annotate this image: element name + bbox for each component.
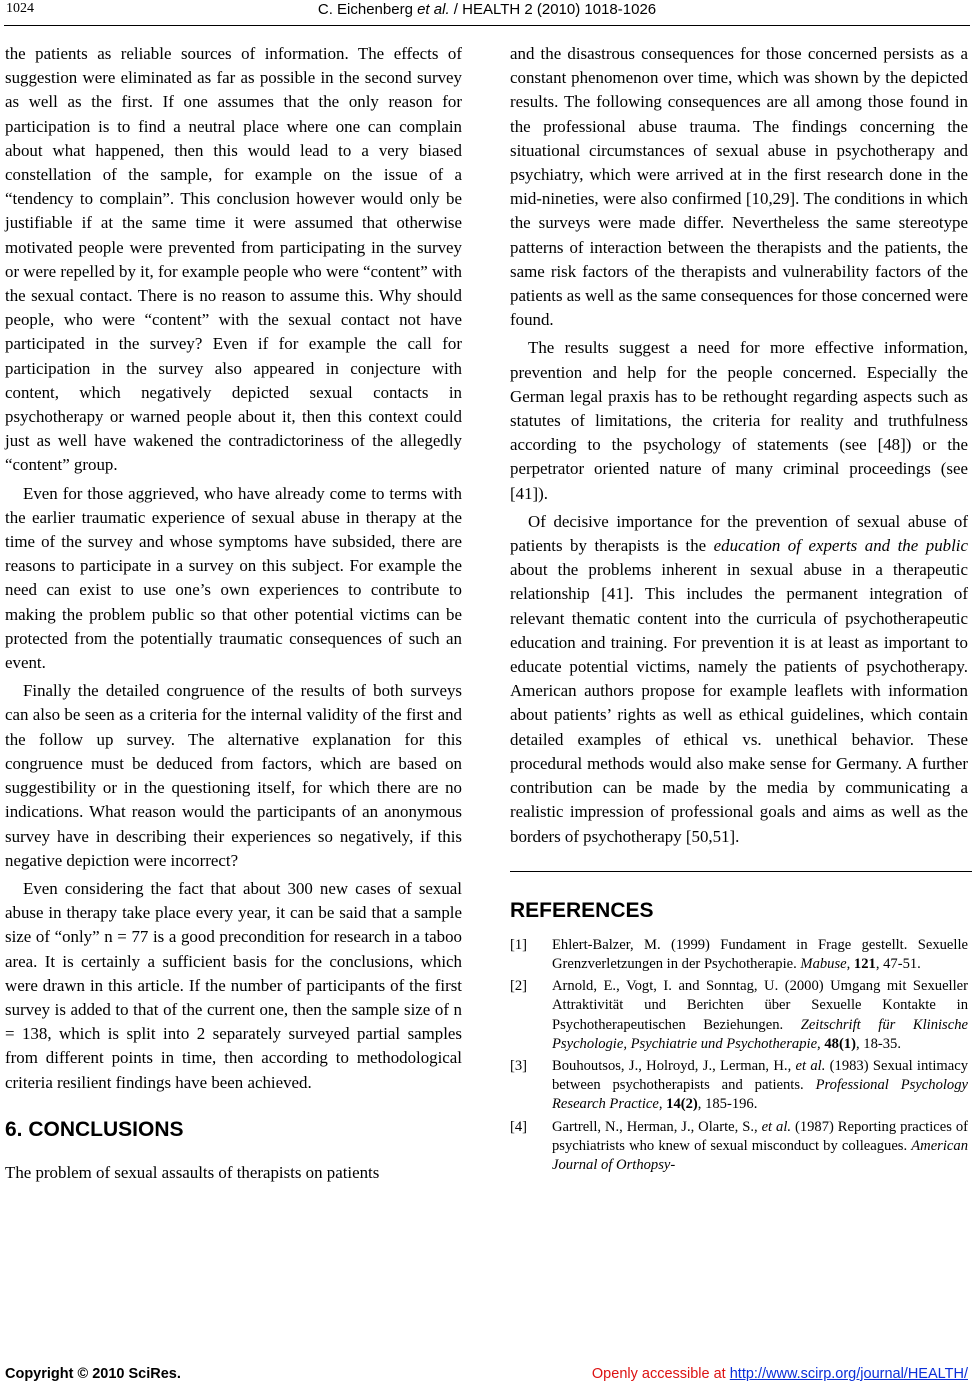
reference-pages: , 18-35. [855,1035,901,1052]
reference-volume: 14(2) [666,1096,698,1113]
reference-text [552,977,968,1054]
paragraph: the patients as reliable sources of information. The effects of suggestion were eliminated as far as possible in the second survey as well as the first. If one assumes that the only reason for participation is to find a neutral place where one can complain about what happened, then this would lead to a very biased constellation of the sample, for example on the issue of a “tendency to complain”. This conclusion however would only be justifiable if at the same time it were assumed that otherwise motivated people were prevented from participating in the survey or were repelled by it, for example people who were “content” with the sexual contact. There is no reason to assume this. Why should people, who were “content” with the sexual contact not have participated in the survey? Even if for example the call for participation in the survey also appeared in conjecture with content, which negatively depicted sexual contacts in psychotherapy or warned people about it, then this context could just as well have wakened the contradictoriness of the allegedly “content” group. [5,44,462,475]
reference-etal: et al. [761,1118,792,1135]
running-head-journal: / HEALTH 2 (2010) 1018-1026 [449,1,657,18]
header-rule [4,25,970,26]
reference-item [510,1118,968,1176]
reference-item [510,936,968,974]
reference-sep: , [846,955,854,972]
reference-journal: Zeitschrift für Klinische Psychologie, Psychiatrie und Psychotherapie [552,1016,968,1052]
paragraph: Even considering the fact that about 300 new cases of sexual abuse in therapy take place every year, it can be said that a sample size of “only” n = 77 is a good precondition for research in a taboo area. It is certainly a sufficient basis for the conclusions, which were drawn in this article. If the number of participants of the first survey is added to that of the current one, then the sample size of n = 138, which is split into 2 separately surveyed partial samples from different points in time, then according to methodological criteria resilient findings have been achieved. [5,878,462,1092]
section-heading-conclusions: 6. CONCLUSIONS [5,1117,184,1141]
reference-authors: Gartrell, N., Herman, J., Olarte, S., [552,1118,762,1135]
reference-pages: , 185-196. [697,1096,758,1113]
reference-journal: American Journal of Orthopsy- [552,1137,968,1173]
page-number: 1024 [6,1,34,16]
reference-title: (1983) Sexual intimacy between psychotherapists and patients. [552,1057,968,1094]
reference-volume: 121 [853,955,876,972]
reference-journal: Professional Psychology Research Practice [552,1077,968,1113]
reference-number: [4] [510,1118,528,1135]
paragraph [510,510,968,849]
running-head-author: C. Eichenberg [317,1,418,18]
reference-sep: , [817,1035,825,1052]
footer-access [592,1366,968,1382]
reference-volume: 48(1) [824,1035,856,1052]
reference-title: (1987) Reporting practices of psychiatrists who knew of sexual misconduct by colleagues. [552,1118,969,1154]
paragraph: Finally the detailed congruence of the results of both surveys can also be seen as a criteria for the internal validity of the first and the follow up survey. The alternative explanation for this congruence must be deduced from factors, which are based on suggestibility or in the questioning itself, for which there are no indications. What reason would the participants of an anonymous survey have in describing their experiences so negatively, if this negative depiction were incorrect? [5,681,462,870]
reference-etal: et al. [795,1057,826,1074]
reference-authors: Ehlert-Balzer, M. (1999) Fundament in Frage gestellt. Sexuelle Grenzverletzungen in der Psychotherapie. [552,936,968,972]
footer-access-text: Openly accessible at [591,1366,730,1382]
reference-text [552,1057,968,1115]
reference-list [510,936,968,1175]
paragraph: The results suggest a need for more effective information, prevention and help for the people concerned. Especially the German legal praxis has to be rethought regarding aspects such as statutes of limitations, the criteria for reality and truthfulness according to the psychology of statements (see [48]) or the perpetrator oriented nature of many criminal proceedings (see [41]). [510,338,968,503]
reference-text [552,1118,968,1176]
paragraph-text: Of decisive importance for the prevention of sexual abuse of patients by therapists is the [510,511,968,556]
reference-text [552,936,968,974]
paragraph-text: about the problems inherent in sexual abuse in a therapeutic relationship [41]. This includes the permanent integration of relevant thematic content into the curricula of psychotherapeutic education and training. For prevention it is at least as important to educate potential victims, namely the patients of psychotherapy. American authors propose for example leaflets with information about patients’ rights as well as ethical guidelines, which contain detailed examples of ethical vs. unethical behavior. These procedural methods would also make sense for Germany. A further contribution can be made by the media by communicating a realistic impression of professional goals and aims as well as the borders of psychotherapy [50,51]. [510,560,968,846]
paragraph: and the disastrous consequences for those concerned persists as a constant phenomenon over time, which was shown by the depicted results. The following consequences are all among those found in the professional abuse trauma. The findings concerning the situational circumstances of sexual abuse in psychotherapy and psychiatry, which were arrived at in the first research done in the mid-nineties, were also confirmed [10,29]. The conditions in which the surveys were made differ. Nevertheless the same stereotype patterns of interaction between the therapists and the patients, the same risk factors of the therapists and vulnerability factors of the patients as well as the same consequences for those concerned were found. [510,44,968,330]
footer-copyright: Copyright © 2010 SciRes. [5,1366,181,1382]
references-heading: REFERENCES [510,898,654,922]
references-rule [510,871,972,872]
paragraph: Even for those aggrieved, who have already come to terms with the earlier traumatic experience of sexual abuse in therapy at the time of the survey and whose symptoms have subsided, there are reasons to participate in a survey on this subject. For example the need can exist to use one’s own experiences to contribute to making the problem public so that other potential victims can be protected from the potentially traumatic consequences of such an event. [5,483,462,673]
reference-sep: , [658,1096,667,1113]
reference-journal: Mabuse [800,955,847,972]
journal-link[interactable]: http://www.scirp.org/journal/HEALTH/ [729,1366,968,1382]
reference-authors: Arnold, E., Vogt, I. and Sonntag, U. (2000) Umgang mit Sexueller Attraktivität und Berichten über Sexuelle Kontakte in Psychotherapeutischen Beziehungen. [552,978,968,1033]
reference-number: [1] [510,936,528,953]
paragraph: The problem of sexual assaults of therapists on patients [5,1162,380,1182]
reference-pages: , 47-51. [875,955,921,972]
reference-item [510,1057,968,1115]
left-column [5,42,462,1185]
reference-item [510,977,968,1054]
emphasis: education of experts and the public [713,536,968,556]
running-head-etal: et al. [417,1,450,18]
right-column [510,42,968,1178]
reference-authors: Bouhoutsos, J., Holroyd, J., Lerman, H., [552,1057,796,1074]
reference-number: [2] [510,978,528,995]
reference-number: [3] [510,1057,528,1074]
running-head [0,1,974,18]
